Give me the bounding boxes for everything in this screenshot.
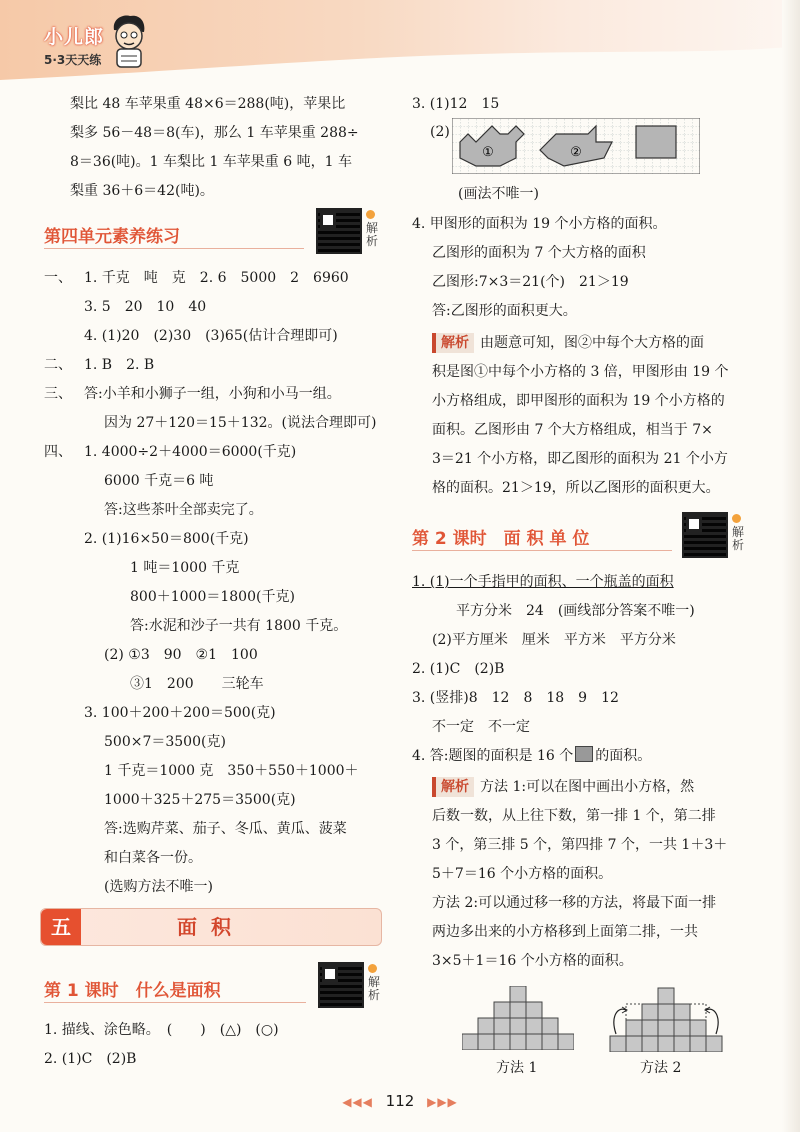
analysis-line	[432, 333, 704, 353]
answer-line: 2. (1)16×50＝800(千克)	[84, 531, 249, 547]
answer-line	[412, 572, 674, 592]
play-dot-icon	[366, 210, 375, 219]
analysis-line: 格的面积。21＞19，所以乙图形的面积更大。	[432, 480, 720, 496]
answer-line: 1. 4000÷2＋4000＝6000(千克)	[84, 444, 297, 460]
answer-line: (2) ①3 90 ②1 100	[104, 647, 258, 663]
section-rule	[44, 1002, 306, 1003]
figure-caption: 方法 2	[640, 1060, 682, 1076]
page-edge-shadow	[782, 0, 800, 1132]
answer-line: 和白菜各一份。	[104, 850, 202, 866]
qr-code[interactable]	[318, 962, 364, 1008]
page-number: 112	[385, 1092, 415, 1110]
analysis-line	[432, 777, 694, 797]
q4-number: 四、	[44, 444, 72, 460]
analysis-line: 3 个，第三排 5 个，第四排 7 个，一共 1＋3＋	[432, 837, 728, 853]
mascot-icon	[108, 14, 150, 70]
answer-line: (2)	[430, 124, 450, 140]
grid-figure-q3	[452, 118, 700, 174]
brand-logo	[44, 22, 104, 68]
analysis-line: 方法 2:可以通过移一移的方法，将最下面一排	[432, 895, 717, 911]
analysis-text: 由题意可知，图②中每个大方格的面	[480, 335, 704, 351]
intro-line: 梨重 36＋6＝42(吨)。	[70, 183, 214, 199]
lesson1-title: 第 1 课时 什么是面积	[44, 981, 221, 1001]
answer-line: (2)平方厘米 厘米 平方米 平方分米	[432, 632, 676, 648]
answer-line: 1. 描线、涂色略。 ( ) (△) (○)	[44, 1022, 279, 1038]
page-header	[0, 0, 800, 84]
qr-label: 解析	[366, 221, 379, 248]
answer-line: 答:乙图形的面积更大。	[432, 303, 577, 319]
answer-line: 1. 千克 吨 克 2. 6 5000 2 6960	[84, 270, 349, 286]
answer-line: 因为 27＋120＝15＋132。(说法合理即可)	[104, 415, 377, 431]
answer-line: 800＋1000＝1800(千克)	[130, 589, 295, 605]
answer-line: 3. 5 20 10 40	[84, 299, 207, 315]
analysis-text: 方法 1:可以在图中画出小方格，然	[480, 779, 695, 795]
answer-line: 平方分米 24 (画线部分答案不唯一)	[456, 603, 695, 619]
analysis-line: 小方格组成，即甲图形的面积为 19 个小方格的	[432, 393, 725, 409]
answer-line: 答:小羊和小狮子一组，小狗和小马一组。	[84, 386, 341, 402]
play-dot-icon	[732, 514, 741, 523]
lesson2-title: 第 2 课时 面 积 单 位	[412, 529, 590, 549]
analysis-line: 面积。乙图形由 7 个大方格组成，相当于 7×	[432, 422, 713, 438]
q1-number: 一、	[44, 270, 72, 286]
unit5-title: 面积	[177, 915, 245, 939]
next-arrows-icon: ▶▶▶	[427, 1095, 458, 1109]
qr-code[interactable]	[316, 208, 362, 254]
analysis-line: 5＋7＝16 个小方格的面积。	[432, 866, 613, 882]
analysis-line: 后数一数，从上往下数，第一排 1 个，第二排	[432, 808, 716, 824]
answer-line: 1000＋325＋275＝3500(克)	[104, 792, 296, 808]
answer-line: (选购方法不唯一)	[104, 879, 213, 895]
unit5-banner	[40, 908, 382, 946]
answer-line: 4. 甲图形的面积为 19 个小方格的面积。	[412, 216, 667, 232]
answer-line: 3. (竖排)8 12 8 18 9 12	[412, 690, 619, 706]
answer-line: 4. (1)20 (2)30 (3)65(估计合理即可)	[84, 328, 338, 344]
analysis-line: 积是图①中每个小方格的 3 倍，甲图形由 19 个	[432, 364, 729, 380]
answer-line: 乙图形的面积为 7 个大方格的面积	[432, 245, 646, 261]
section-rule	[412, 550, 672, 551]
section-rule	[44, 248, 304, 249]
answer-line: 答:这些茶叶全部卖完了。	[104, 502, 263, 518]
prev-arrows-icon: ◀◀◀	[342, 1095, 373, 1109]
method1-figure	[462, 986, 574, 1050]
answer-line: 500×7＝3500(克)	[104, 734, 226, 750]
qr-code[interactable]	[682, 512, 728, 558]
circle-label-1: ①	[482, 145, 494, 160]
q2-number: 二、	[44, 357, 72, 373]
analysis-tag: 解析	[432, 777, 474, 797]
brand-series: 5·3天天练	[44, 53, 102, 67]
unit4-section-title: 第四单元素养练习	[44, 227, 180, 247]
intro-line: 梨多 56－48＝8(车)，那么 1 车苹果重 288÷	[70, 125, 359, 141]
underlined-answer: 1. (1)一个手指甲的面积、一个瓶盖的面积	[412, 574, 674, 590]
answer-text: 4. 答:题图的面积是 16 个	[412, 748, 574, 764]
brand-name: 小儿郎	[44, 26, 105, 48]
play-dot-icon	[368, 964, 377, 973]
analysis-line: 3＝21 个小方格，即乙图形的面积为 21 个小方	[432, 451, 728, 467]
answer-line: 1. B 2. B	[84, 357, 155, 373]
answer-line: 3. (1)12 15	[412, 96, 500, 112]
analysis-tag: 解析	[432, 333, 474, 353]
answer-line: (画法不唯一)	[458, 186, 539, 202]
answer-line: 答:水泥和沙子一共有 1800 千克。	[130, 618, 348, 634]
answer-line: 2. (1)C (2)B	[412, 661, 505, 677]
qr-label: 解析	[368, 975, 381, 1002]
answer-line	[412, 746, 651, 766]
answer-line: 乙图形:7×3＝21(个) 21＞19	[432, 274, 629, 290]
answer-line: ③1 200 三轮车	[130, 676, 264, 692]
answer-line: 答:选购芹菜、茄子、冬瓜、黄瓜、菠菜	[104, 821, 347, 837]
answer-line: 不一定 不一定	[432, 719, 530, 735]
answer-line: 2. (1)C (2)B	[44, 1051, 137, 1067]
analysis-line: 3×5＋1＝16 个小方格的面积。	[432, 953, 633, 969]
answer-line: 1 吨＝1000 千克	[130, 560, 240, 576]
answer-line: 1 千克＝1000 克 350＋550＋1000＋	[104, 763, 359, 779]
intro-line: 梨比 48 车苹果重 48×6＝288(吨)，苹果比	[70, 96, 346, 112]
q3-number: 三、	[44, 386, 72, 402]
answer-text: 的面积。	[595, 748, 652, 764]
answer-line: 6000 千克＝6 吨	[104, 473, 214, 489]
qr-label: 解析	[732, 525, 745, 552]
circle-label-2: ②	[570, 145, 582, 160]
page-footer	[0, 1092, 800, 1110]
figure-caption: 方法 1	[496, 1060, 538, 1076]
small-square-icon	[575, 746, 593, 762]
analysis-line: 两边多出来的小方格移到上面第二排，一共	[432, 924, 698, 940]
method2-figure	[600, 980, 732, 1052]
unit5-number: 五	[41, 909, 81, 945]
answer-line: 3. 100＋200＋200＝500(克)	[84, 705, 276, 721]
intro-line: 8＝36(吨)。1 车梨比 1 车苹果重 6 吨，1 车	[70, 154, 352, 170]
